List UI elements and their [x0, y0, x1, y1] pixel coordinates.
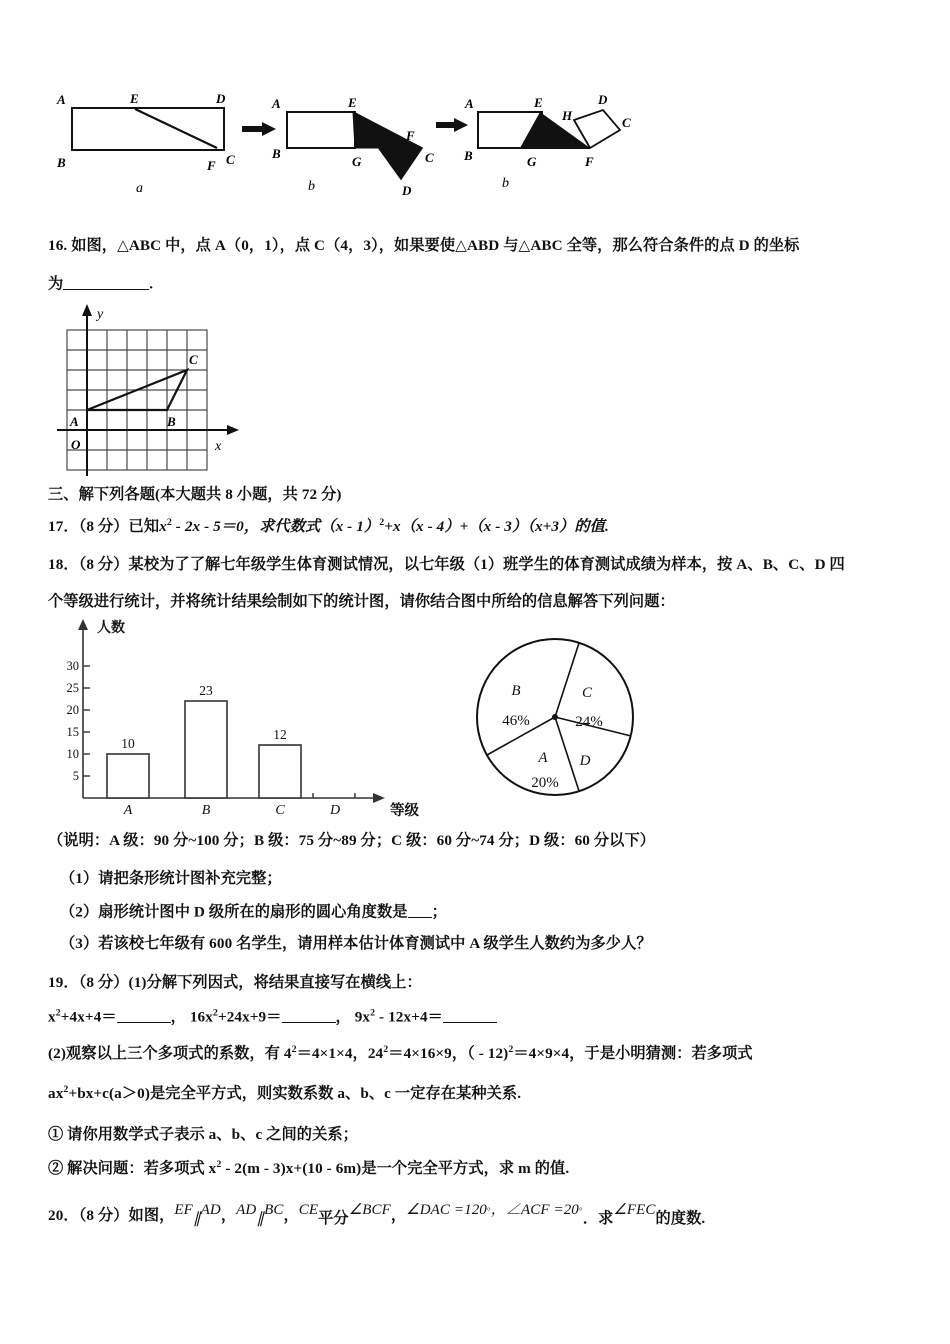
- q20-comma-3: ，: [390, 1207, 407, 1224]
- q20-bisect: 平分: [318, 1210, 349, 1227]
- q17-text: 已知: [128, 518, 160, 535]
- q16-number: 16.: [48, 237, 68, 254]
- q19-p2b: ＝4×1×4，24: [296, 1045, 384, 1062]
- q19-p3b: +bx+c(a＞0)是完全平方式，则实数系数 a、b、c 一定存在某种关系.: [68, 1085, 522, 1102]
- q16-line2-suffix: .: [149, 275, 154, 293]
- q17-number: 17．: [48, 518, 79, 535]
- q19-i2a: ② 解决问题：若多项式 x: [48, 1160, 217, 1177]
- label-O: O: [71, 437, 81, 452]
- q20-ad-2: AD: [236, 1202, 257, 1218]
- q19-p2d: ＝4×9×4，于是小明猜测：若多项式: [513, 1045, 753, 1062]
- label-A: A: [70, 414, 79, 429]
- coordinate-grid-figure: [55, 298, 245, 480]
- q19-blank-1[interactable]: [117, 1008, 171, 1023]
- svg-text:F: F: [406, 128, 415, 143]
- q20-ef: EF: [174, 1202, 193, 1218]
- question-19-item-2: [48, 1158, 928, 1177]
- pie-label-C: C: [581, 685, 593, 701]
- q19-number: 19．: [48, 974, 79, 991]
- bar-chart-xlabel: 等级: [390, 803, 419, 817]
- bar-chart-yticks: [67, 659, 80, 783]
- q17-expr-exp2: 2: [379, 516, 385, 528]
- arrow-right-icon-1: [242, 122, 276, 136]
- q20-number: 20．: [48, 1207, 79, 1224]
- q19-p2-sup3: 2: [508, 1043, 514, 1055]
- q19-i2b: - 2(m - 3)x+(10 - 6m)是一个完全平方式，求 m 的值.: [221, 1160, 570, 1177]
- q18-score: （8 分）: [78, 556, 129, 573]
- q20-tail-2: 的度数.: [655, 1210, 706, 1227]
- q19-p3-sup: 2: [63, 1083, 69, 1095]
- q20-bc: BC: [264, 1202, 284, 1218]
- q19-p2a: (2)观察以上三个多项式的系数，有 4: [48, 1045, 292, 1062]
- q19-f3-sup: 2: [370, 1007, 376, 1019]
- svg-text:15: 15: [66, 725, 79, 739]
- paper-folding-figure: [50, 82, 650, 202]
- q19-blank-2[interactable]: [282, 1008, 336, 1023]
- question-18-note: （说明：A 级：90 分~100 分；B 级：75 分~89 分；C 级：60 分~74 分；D 级：60 分以下）: [48, 832, 656, 849]
- q20-text: 如图，: [128, 1207, 175, 1224]
- svg-text:E: E: [348, 95, 357, 110]
- svg-text:F: F: [585, 154, 594, 169]
- svg-text:A: A: [272, 96, 281, 111]
- q17-score: （8 分）: [78, 518, 129, 535]
- axes: [57, 312, 231, 476]
- q19-p2-sup2: 2: [383, 1043, 389, 1055]
- q20-comma-2: ，: [283, 1207, 299, 1224]
- statistics-svg: [45, 612, 645, 817]
- q20-degree-1: °: [486, 1206, 491, 1217]
- svg-text:B: B: [464, 148, 473, 163]
- svg-text:D: D: [329, 803, 341, 817]
- question-18-sub-3: （3）若该校七年级有 600 名学生，请用样本估计体育测试中 A 级学生人数约为多少人？: [60, 935, 652, 952]
- q18-sub2-suffix: ；: [431, 903, 447, 921]
- question-18-line-2: 个等级进行统计，并将统计结果绘制如下的统计图，请你结合图中所给的信息解答下列问题：: [48, 593, 675, 610]
- question-19-factor-line: [48, 1008, 914, 1025]
- svg-text:E: E: [130, 91, 139, 106]
- svg-text:G: G: [352, 154, 362, 169]
- bar-chart-y-arrow-icon: [78, 619, 88, 630]
- bar-chart-ylabel: 人数: [97, 619, 125, 635]
- q18-text-1: 某校为了了解七年级学生体育测试情况，以七年级（1）班学生的体育测试成绩为样本，按 A、B、C、D 四: [128, 556, 845, 573]
- q19-score: （8 分）: [78, 974, 129, 991]
- pie-percent-C: 24%: [575, 714, 603, 730]
- q20-ad-1: AD: [200, 1202, 221, 1218]
- svg-text:a: a: [136, 181, 143, 196]
- question-18-sub-1: （1）请把条形统计图补充完整；: [60, 870, 282, 887]
- q20-comma-1: ，: [220, 1207, 237, 1224]
- q19-f2a: ， 16x: [170, 1008, 213, 1026]
- q20-angle-bcf: ∠BCF: [348, 1202, 391, 1218]
- figure-panel-2: [271, 95, 434, 198]
- q19-p3a: ax: [48, 1085, 64, 1102]
- q19-f2b: +24x+9＝: [217, 1008, 282, 1026]
- svg-text:A: A: [465, 96, 474, 111]
- q20-angle-acf: ∠ACF =20: [505, 1202, 579, 1218]
- svg-text:25: 25: [66, 681, 79, 695]
- q20-parallel-1: ∥: [192, 1210, 201, 1227]
- question-18-line-1: [48, 557, 914, 572]
- pie-center-dot: [552, 714, 558, 720]
- q19-f1a: x: [48, 1008, 56, 1026]
- svg-text:D: D: [402, 183, 412, 198]
- x-axis-arrow-icon: [227, 425, 239, 435]
- svg-text:b: b: [308, 179, 315, 194]
- svg-text:B: B: [57, 155, 66, 170]
- question-16-line-2: [48, 275, 914, 292]
- question-19-part-2: [48, 1043, 928, 1062]
- figure-panel-1: [56, 91, 235, 196]
- svg-text:D: D: [598, 92, 608, 107]
- q20-angle-dac: ∠DAC =120: [406, 1202, 487, 1218]
- q19-f1b: +4x+4＝: [60, 1008, 117, 1026]
- q20-tail-1: ．求: [582, 1210, 614, 1227]
- statistics-figures: [45, 612, 645, 817]
- q20-comma-4: ，: [490, 1202, 506, 1218]
- question-19-line-1: [48, 975, 914, 990]
- q19-i2-sup: 2: [216, 1158, 222, 1170]
- section-3-heading: 三、解下列各题(本大题共 8 小题，共 72 分): [48, 486, 342, 503]
- svg-text:A: A: [57, 92, 66, 107]
- q20-parallel-2: ∥: [256, 1210, 265, 1227]
- svg-text:10: 10: [121, 736, 135, 751]
- label-C: C: [189, 352, 198, 367]
- answer-blank[interactable]: [63, 275, 149, 290]
- q20-angle-fec: ∠FEC: [613, 1202, 656, 1218]
- q19-p2-sup1: 2: [291, 1043, 297, 1055]
- svg-text:5: 5: [72, 769, 79, 783]
- svg-text:12: 12: [273, 727, 287, 742]
- bar-A: [107, 754, 149, 798]
- pie-label-A: A: [538, 750, 548, 766]
- svg-text:23: 23: [199, 683, 213, 698]
- svg-text:C: C: [425, 150, 434, 165]
- pie-chart: [477, 639, 633, 795]
- svg-text:G: G: [527, 154, 537, 169]
- paper-folding-svg: [50, 82, 650, 202]
- svg-text:A: A: [123, 803, 133, 817]
- svg-text:F: F: [207, 158, 216, 173]
- svg-text:B: B: [201, 803, 211, 817]
- q18-number: 18．: [48, 556, 79, 573]
- svg-text:b: b: [502, 176, 509, 191]
- y-axis-arrow-icon: [82, 304, 92, 316]
- coordinate-grid-svg: [55, 298, 245, 480]
- q17-expr-rest: - 2x - 5＝0，求代数式（x - 1）: [171, 518, 380, 535]
- question-17: [48, 516, 914, 535]
- svg-text:30: 30: [66, 659, 79, 673]
- svg-text:20: 20: [66, 703, 79, 717]
- q19-f3a: ， 9x: [335, 1008, 371, 1026]
- q20-score: （8 分）: [78, 1207, 129, 1224]
- svg-text:10: 10: [66, 747, 79, 761]
- q17-expr-exp: 2: [166, 516, 172, 528]
- q19-f1-sup: 2: [55, 1007, 61, 1019]
- svg-text:C: C: [275, 803, 285, 817]
- q20-degree-2: °: [578, 1206, 583, 1217]
- svg-text:D: D: [216, 91, 226, 106]
- svg-text:B: B: [272, 146, 281, 161]
- question-19-part-3: [48, 1083, 928, 1102]
- svg-text:E: E: [534, 95, 543, 110]
- pie-label-B: B: [511, 683, 521, 699]
- question-20: [48, 1202, 938, 1227]
- q19-part1-label: (1)分解下列因式，将结果直接写在横线上：: [128, 974, 422, 991]
- q20-ce: CE: [298, 1202, 319, 1218]
- question-18-sub-2: [60, 903, 926, 920]
- label-B: B: [167, 414, 176, 429]
- bar-chart: [67, 619, 420, 817]
- label-x-axis: x: [215, 439, 222, 454]
- svg-text:C: C: [622, 115, 631, 130]
- question-16-line-1: [48, 238, 914, 253]
- bar-chart-x-arrow-icon: [373, 793, 385, 803]
- label-y-axis: y: [97, 307, 104, 322]
- question-19-item-1: ① 请你用数学式子表示 a、b、c 之间的关系；: [48, 1126, 358, 1143]
- svg-text:C: C: [226, 152, 235, 167]
- figure-panel-3: [463, 92, 631, 191]
- q16-text: 如图，△ABC 中，点 A（0，1），点 C（4，3），如果要使△ABD 与△ABC 全等，那么符合条件的点 D 的坐标: [71, 237, 800, 254]
- q18-sub2-blank[interactable]: [408, 903, 432, 918]
- bar-category-labels: [123, 803, 340, 817]
- svg-text:H: H: [562, 108, 573, 123]
- pie-percent-A: 20%: [531, 775, 559, 791]
- q17-expr-rest2: +x（x - 4）+（x - 3）（x+3）的值.: [384, 518, 609, 535]
- q19-f2-sup: 2: [212, 1007, 218, 1019]
- pie-percent-B: 46%: [502, 713, 530, 729]
- q18-sub2-text: （2）扇形统计图中 D 级所在的扇形的圆心角度数是: [60, 903, 408, 921]
- q19-p2c: ＝4×16×9，（ - 12): [388, 1045, 509, 1062]
- q17-expr-x: x: [159, 518, 167, 535]
- bar-B: [185, 701, 227, 798]
- pie-label-D: D: [579, 753, 591, 769]
- arrow-right-icon-2: [436, 118, 468, 132]
- q19-blank-3[interactable]: [443, 1008, 497, 1023]
- bar-C: [259, 745, 301, 798]
- q16-line2-prefix: 为: [48, 275, 64, 293]
- q19-f3b: - 12x+4＝: [375, 1008, 443, 1026]
